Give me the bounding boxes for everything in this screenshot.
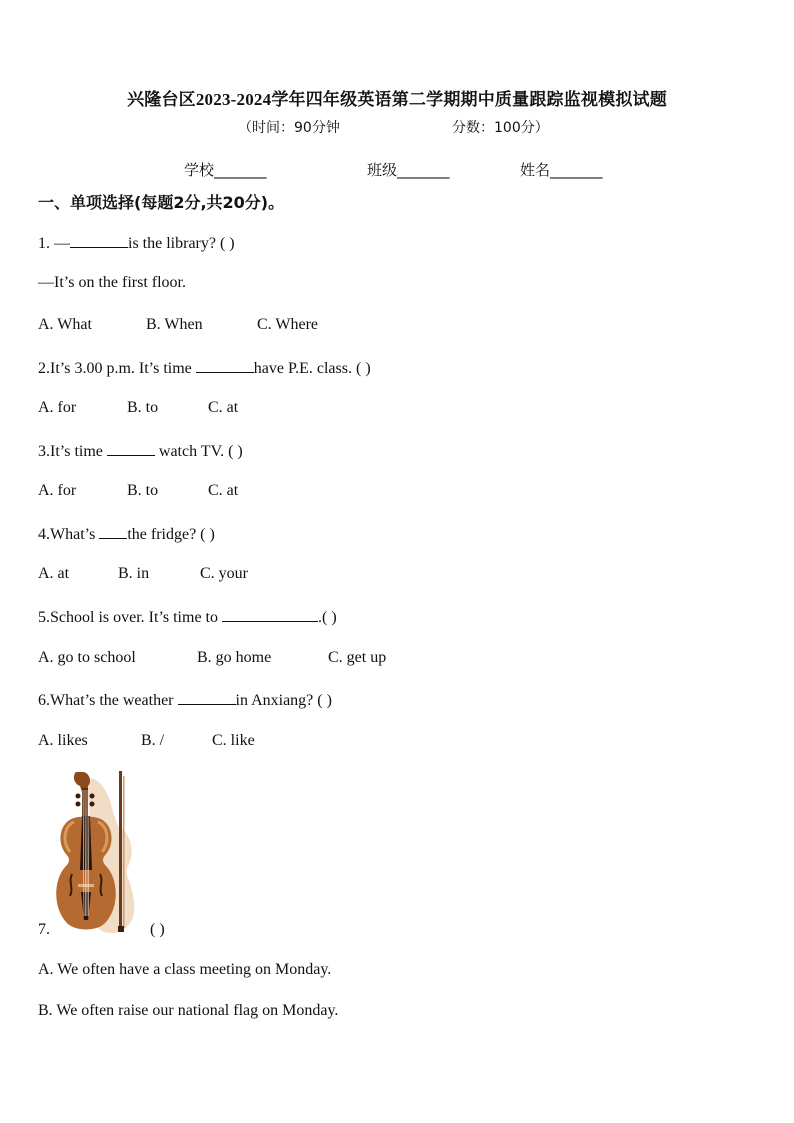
question-6-text: What’s the weather bbox=[50, 692, 178, 709]
violin-icon bbox=[52, 766, 144, 938]
question-1-text: is the library? ( ) bbox=[128, 235, 235, 252]
option-b: B. to bbox=[127, 399, 159, 416]
question-4-number: 4. bbox=[38, 526, 50, 543]
question-3-text-end: watch TV. ( ) bbox=[154, 443, 243, 460]
question-5-text: School is over. It’s time to bbox=[50, 609, 222, 626]
question-4-text: What’s bbox=[50, 526, 100, 543]
option-c: C. Where bbox=[257, 316, 319, 333]
question-2 bbox=[38, 358, 371, 378]
option-c: C. at bbox=[208, 482, 239, 499]
option-b: B. to bbox=[127, 482, 159, 499]
option-a: A. for bbox=[38, 399, 77, 416]
question-6 bbox=[38, 690, 332, 710]
question-7-number: 7. bbox=[38, 921, 50, 938]
option-a: A. What bbox=[38, 316, 92, 333]
option-b: B. When bbox=[146, 316, 203, 333]
violin-image bbox=[52, 766, 144, 938]
exam-score: 分数：100分） bbox=[452, 120, 549, 136]
option-c: C. your bbox=[200, 565, 248, 582]
name-field: 姓名_______ bbox=[520, 161, 603, 179]
question-3-text: It’s time bbox=[50, 443, 107, 460]
question-2-number: 2. bbox=[38, 360, 50, 377]
option-a: A. for bbox=[38, 482, 77, 499]
answer-blank bbox=[222, 607, 318, 622]
option-a: A. likes bbox=[38, 732, 88, 749]
exam-title: 兴隆台区2023-2024学年四年级英语第二学期期中质量跟踪监视模拟试题 bbox=[127, 90, 667, 109]
question-1-response: —It’s on the first floor. bbox=[38, 274, 186, 291]
question-4-text-end: the fridge? ( ) bbox=[127, 526, 215, 543]
answer-blank bbox=[99, 524, 127, 539]
option-a: A. at bbox=[38, 565, 70, 582]
question-6-number: 6. bbox=[38, 692, 50, 709]
question-3 bbox=[38, 441, 243, 461]
answer-blank bbox=[107, 441, 155, 456]
option-c: C. like bbox=[212, 732, 255, 749]
option-a: A. We often have a class meeting on Monday. bbox=[38, 961, 332, 978]
question-5-text-end: .( ) bbox=[318, 609, 337, 626]
question-7-bracket: ( ) bbox=[150, 921, 165, 938]
exam-time: （时间：90分钟 bbox=[238, 120, 340, 136]
question-6-text-end: in Anxiang? ( ) bbox=[235, 692, 332, 709]
answer-blank bbox=[70, 233, 128, 248]
option-b: B. go home bbox=[197, 649, 272, 666]
question-1-number: 1. — bbox=[38, 235, 70, 252]
question-1 bbox=[38, 233, 235, 253]
answer-blank bbox=[178, 690, 236, 705]
option-c: C. at bbox=[208, 399, 239, 416]
question-5 bbox=[38, 607, 337, 627]
section-title: 一、单项选择(每题2分,共20分)。 bbox=[38, 193, 285, 212]
question-2-text-end: have P.E. class. ( ) bbox=[253, 360, 371, 377]
answer-blank bbox=[196, 358, 254, 373]
question-5-number: 5. bbox=[38, 609, 50, 626]
question-3-number: 3. bbox=[38, 443, 50, 460]
school-field: 学校_______ bbox=[184, 161, 267, 179]
option-b: B. / bbox=[141, 732, 165, 749]
option-b: B. in bbox=[118, 565, 150, 582]
option-c: C. get up bbox=[328, 649, 387, 666]
option-a: A. go to school bbox=[38, 649, 136, 666]
question-2-text: It’s 3.00 p.m. It’s time bbox=[50, 360, 196, 377]
question-4 bbox=[38, 524, 215, 544]
class-field: 班级_______ bbox=[367, 161, 450, 179]
option-b: B. We often raise our national flag on Monday. bbox=[38, 1002, 339, 1019]
